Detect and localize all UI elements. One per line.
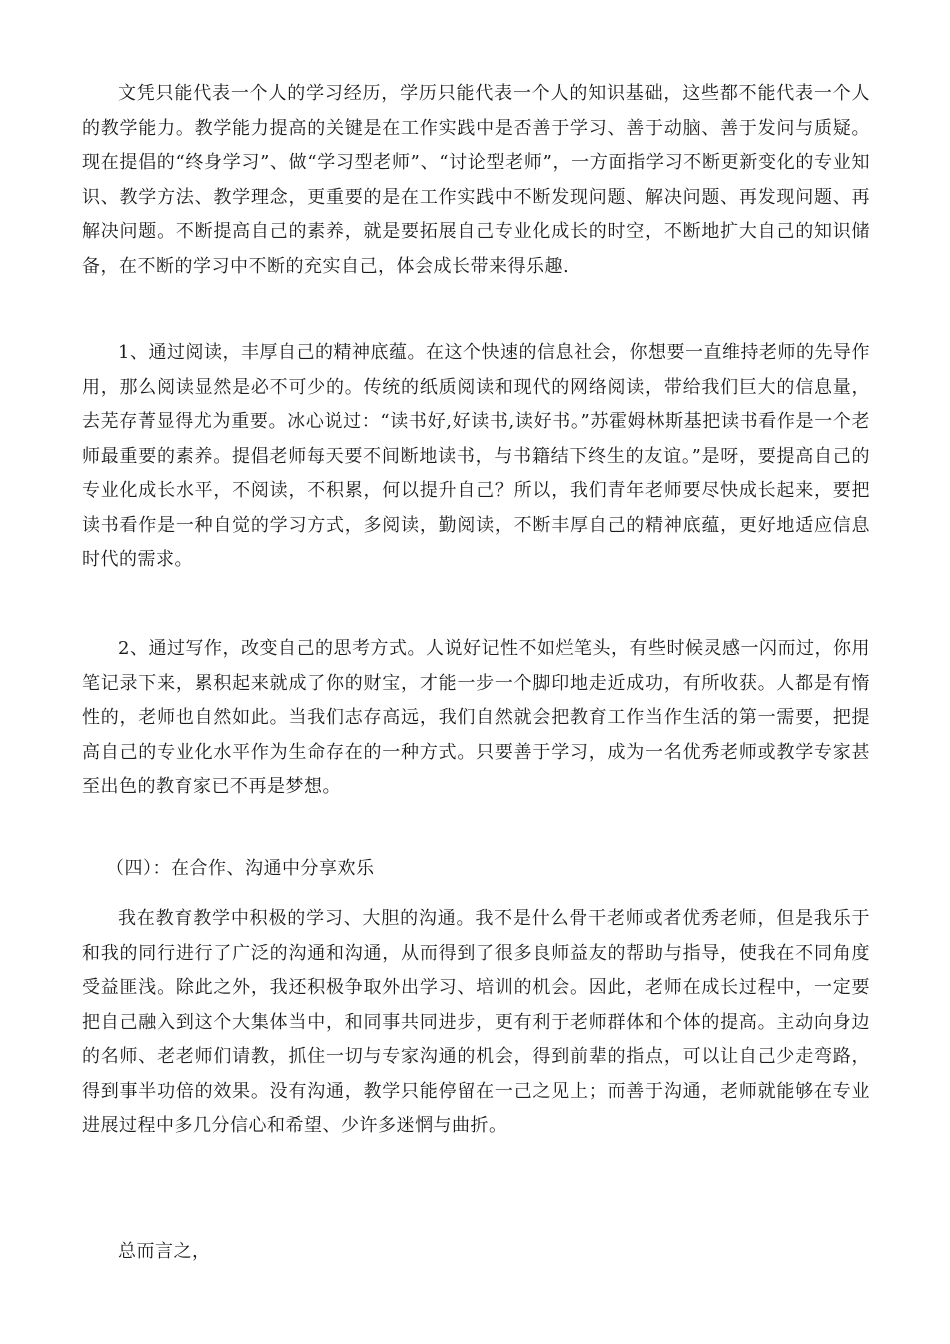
- paragraph-writing: 2、通过写作，改变自己的思考方式。人说好记性不如烂笔头，有些时候灵感一闪而过，你用笔记录下来，累积起来就成了你的财宝，才能一步一个脚印地走近成功，有所收获。人都是有惰性的，老师也自然如此。当我们志存高远，我们自然就会把教育工作当作生活的第一需要，把提高自己的专业化水平作为生命存在的一种方式。只要善于学习，成为一名优秀老师或教学专家甚至出色的教育家已不再是梦想。: [82, 638, 870, 797]
- paragraph-conclusion: 总而言之，: [118, 1241, 211, 1262]
- section-heading-cooperation: （四）：在合作、沟通中分享欢乐: [106, 858, 375, 879]
- paragraph-reading: 1、通过阅读，丰厚自己的精神底蕴。在这个快速的信息社会，你想要一直维持老师的先导作用，那么阅读显然是必不可少的。传统的纸质阅读和现代的网络阅读，带给我们巨大的信息量，去芜存菁显得尤为重要。冰心说过：“读书好,好读书,读好书。”苏霍姆林斯基把读书看作是一个老师最重要的素养。提倡老师每天要不间断地读书，与书籍结下终生的友谊。”是呀，要提高自己的专业化成长水平，不阅读，不积累，何以提升自己？所以，我们青年老师要尽快成长起来，要把读书看作是一种自觉的学习方式，多阅读，勤阅读，不断丰厚自己的精神底蕴，更好地适应信息时代的需求。: [82, 342, 870, 570]
- paragraph-communication: 我在教育教学中积极的学习、大胆的沟通。我不是什么骨干老师或者优秀老师，但是我乐于和我的同行进行了广泛的沟通和沟通，从而得到了很多良师益友的帮助与指导，使我在不同角度受益匪浅。除此之外，我还积极争取外出学习、培训的机会。因此，老师在成长过程中，一定要把自己融入到这个大集体当中，和同事共同进步，更有利于老师群体和个体的提高。主动向身边的名师、老老师们请教，抓住一切与专家沟通的机会，得到前辈的指点，可以让自己少走弯路，得到事半功倍的效果。没有沟通，教学只能停留在一己之见上；而善于沟通，老师就能够在专业进展过程中多几分信心和希望、少许多迷惘与曲折。: [82, 908, 870, 1136]
- paragraph-study-ability: 文凭只能代表一个人的学习经历，学历只能代表一个人的知识基础，这些都不能代表一个人的教学能力。教学能力提高的关键是在工作实践中是否善于学习、善于动脑、善于发问与质疑。现在提倡的“终身学习”、做“学习型老师”、“讨论型老师”，一方面指学习不断更新变化的专业知识、教学方法、教学理念，更重要的是在工作实践中不断发现问题、解决问题、再发现问题、再解决问题。不断提高自己的素养，就是要拓展自己专业化成长的时空，不断地扩大自己的知识储备，在不断的学习中不断的充实自己，体会成长带来得乐趣.: [82, 83, 870, 277]
